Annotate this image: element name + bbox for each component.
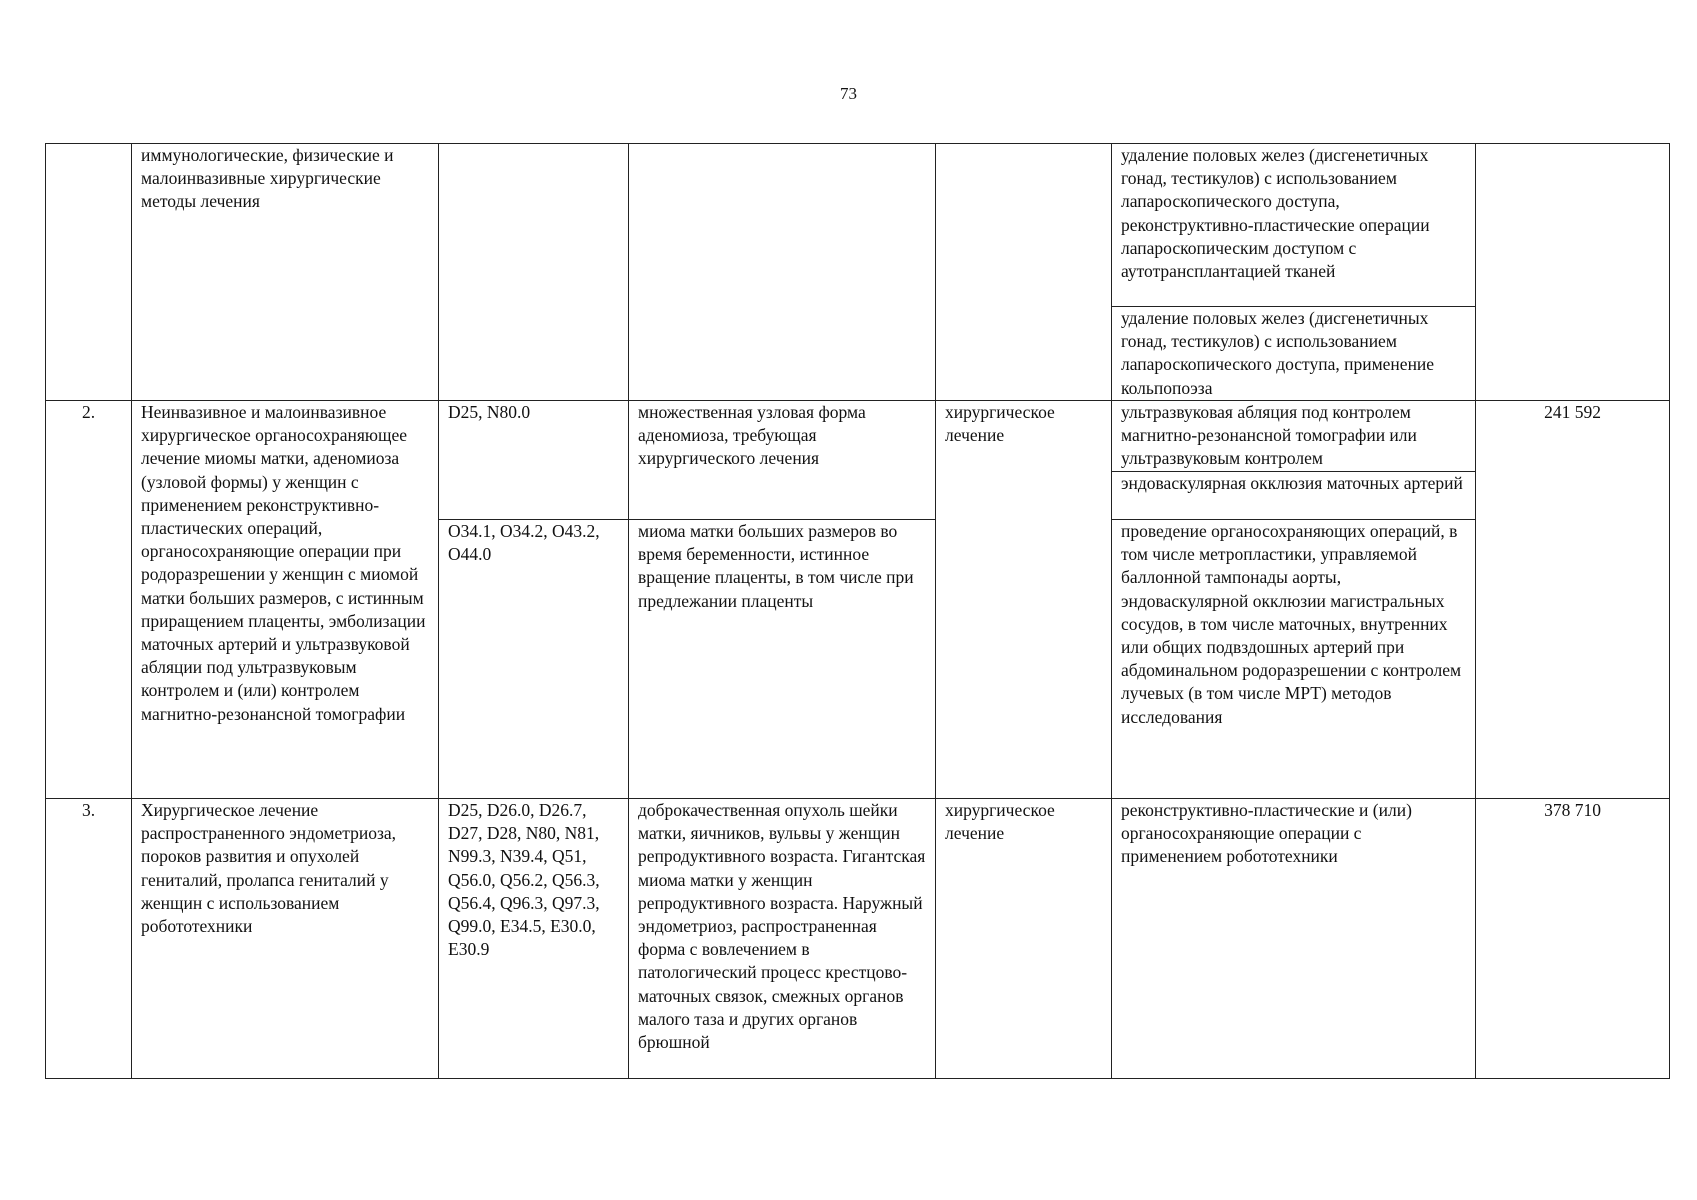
patient-model-cell: доброкачественная опухоль шейки матки, яичников, вульвы у женщин репродуктивного возраста. Гигантская миома матки у женщин репродуктивного возраста. Наружный эндометриоз, распространенная форма с вовлечением в патологический процесс крестцово-маточных связок, смежных органов малого таза и других органов брюшной xyxy=(629,799,936,1079)
icd-codes-cell xyxy=(439,144,629,401)
row-number-cell xyxy=(46,144,132,401)
table-row xyxy=(46,144,1670,307)
treatment-method-cell: эндоваскулярная окклюзия маточных артерий xyxy=(1112,472,1476,520)
page-number: 73 xyxy=(840,84,857,103)
treatment-method-cell: удаление половых желез (дисгенетичных гонад, тестикулов) с использованием лапароскопического доступа, реконструктивно-пластические операции лапароскопическим доступом с аутотрансплантацией тканей xyxy=(1112,144,1476,307)
icd-codes-cell: O34.1, O34.2, O43.2, O44.0 xyxy=(439,520,629,799)
care-type-cell: иммунологические, физические и малоинвазивные хирургические методы лечения xyxy=(132,144,439,401)
icd-codes-cell: D25, D26.0, D26.7, D27, D28, N80, N81, N99.3, N39.4, Q51, Q56.0, Q56.2, Q56.3, Q56.4, Q96.3, Q97.3, Q99.0, E34.5, E30.0, E30.9 xyxy=(439,799,629,1079)
treatment-method-cell: реконструктивно-пластические и (или) органосохраняющие операции с применением робототехники xyxy=(1112,799,1476,1079)
treatment-type-cell xyxy=(936,144,1112,401)
cost-cell: 241 592 xyxy=(1476,401,1670,799)
treatment-type-cell: хирургическое лечение xyxy=(936,401,1112,799)
treatment-method-cell: ультразвуковая абляция под контролем магнитно-резонансной томографии или ультразвуковым контролем xyxy=(1112,401,1476,472)
patient-model-cell xyxy=(629,144,936,401)
patient-model-cell: множественная узловая форма аденомиоза, требующая хирургического лечения xyxy=(629,401,936,520)
patient-model-cell: миома матки больших размеров во время беременности, истинное вращение плаценты, в том числе при предлежании плаценты xyxy=(629,520,936,799)
care-type-cell: Неинвазивное и малоинвазивное хирургическое органосохраняющее лечение миомы матки, аденомиоза (узловой формы) у женщин с применением реконструктивно-пластических операций, органосохраняющие операции при родоразрешении у женщин с миомой матки больших размеров, с истинным приращением плаценты, эмболизации маточных артерий и ультразвуковой абляции под ультразвуковым контролем и (или) контролем магнитно-резонансной томографии xyxy=(132,401,439,799)
table-row xyxy=(46,799,1670,1079)
cost-cell xyxy=(1476,144,1670,401)
row-number-cell: 2. xyxy=(46,401,132,799)
treatment-method-cell: удаление половых желез (дисгенетичных гонад, тестикулов) с использованием лапароскопического доступа, применение кольпопоэза xyxy=(1112,307,1476,401)
row-number-cell: 3. xyxy=(46,799,132,1079)
icd-codes-cell: D25, N80.0 xyxy=(439,401,629,520)
treatment-type-cell: хирургическое лечение xyxy=(936,799,1112,1079)
table-row xyxy=(46,401,1670,472)
medical-care-table xyxy=(45,143,1670,1079)
treatment-method-cell: проведение органосохраняющих операций, в том числе метропластики, управляемой баллонной тампонады аорты, эндоваскулярной окклюзии магистральных сосудов, в том числе маточных, внутренних или общих подвздошных артерий при абдоминальном родоразрешении с контролем лучевых (в том числе МРТ) методов исследования xyxy=(1112,520,1476,799)
cost-cell: 378 710 xyxy=(1476,799,1670,1079)
care-type-cell: Хирургическое лечение распространенного эндометриоза, пороков развития и опухолей гениталий, пролапса гениталий у женщин с использованием робототехники xyxy=(132,799,439,1079)
